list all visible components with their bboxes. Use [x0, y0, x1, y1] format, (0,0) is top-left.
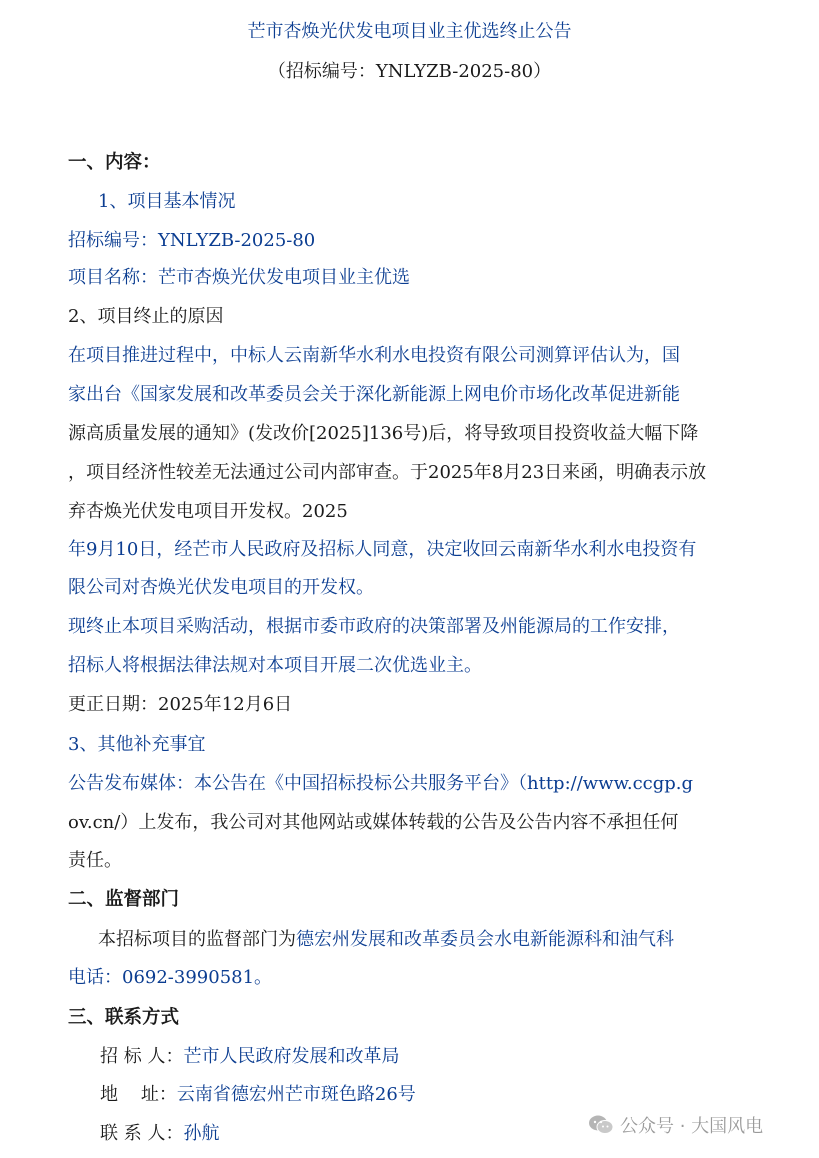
section2-heading: 二、监督部门: [68, 889, 180, 910]
reason-line: 招标人将根据法律法规对本项目开展二次优选业主。: [68, 655, 482, 676]
address-value: 云南省德宏州芒市斑色路26号: [176, 1084, 416, 1105]
reason-line: 弃杏焕光伏发电项目开发权。2025: [68, 501, 348, 522]
item1-heading: 1、项目基本情况: [98, 191, 236, 212]
supervision-phone: 电话：0692-3990581。: [68, 967, 273, 988]
section1-heading: 一、内容：: [68, 152, 161, 173]
reason-line: 年9月10日，经芒市人民政府及招标人同意，决定收回云南新华水利水电投资有: [68, 539, 697, 560]
tenderer-label: 招 标 人：: [100, 1046, 184, 1067]
supervision-dept: 德宏州发展和改革委员会水电新能源科和油气科: [296, 929, 674, 950]
section3-heading: 三、联系方式: [68, 1007, 180, 1028]
contact-row: [100, 1122, 219, 1146]
address-row: [100, 1083, 416, 1107]
reason-line: 家出台《国家发展和改革委员会关于深化新能源上网电价市场化改革促进新能: [68, 384, 680, 405]
contact-label: 联 系 人：: [100, 1123, 184, 1144]
media-line: 公告发布媒体：本公告在《中国招标投标公共服务平台》（http://www.ccgp.g: [68, 773, 694, 794]
notice-title: 芒市杏焕光伏发电项目业主优选终止公告: [247, 21, 572, 42]
media-line: ov.cn/）上发布，我公司对其他网站或媒体转载的公告及公告内容不承担任何: [68, 812, 679, 833]
item3-heading: 3、其他补充事宜: [68, 734, 206, 755]
project-name: 项目名称：芒市杏焕光伏发电项目业主优选: [68, 267, 410, 288]
reason-line: ，项目经济性较差无法通过公司内部审查。于2025年8月23日来函，明确表示放: [68, 462, 707, 483]
watermark: [588, 1111, 763, 1139]
tenderer-value: 芒市人民政府发展和改革局: [183, 1046, 400, 1067]
reason-line: 现终止本项目采购活动，根据市委市政府的决策部署及州能源局的工作安排，: [68, 616, 680, 637]
item2-heading: 2、项目终止的原因: [68, 306, 224, 327]
reason-line: 源高质量发展的通知》(发改价[2025]136号)后，将导致项目投资收益大幅下降: [68, 423, 699, 444]
tenderer-row: [100, 1045, 399, 1069]
notice-subtitle: （招标编号：YNLYZB-2025-80）: [267, 61, 552, 82]
tender-number: 招标编号：YNLYZB-2025-80: [68, 230, 316, 251]
watermark-text: 公众号 · 大国风电: [620, 1116, 764, 1137]
media-line: 责任。: [68, 850, 122, 871]
contact-value: 孙航: [183, 1123, 220, 1144]
reason-line: 在项目推进过程中，中标人云南新华水利水电投资有限公司测算评估认为，国: [68, 345, 680, 366]
correction-date: 更正日期：2025年12月6日: [68, 694, 293, 715]
wechat-icon: [588, 1114, 614, 1136]
address-label: 地 址：: [100, 1084, 177, 1105]
reason-line: 限公司对杏焕光伏发电项目的开发权。: [68, 577, 374, 598]
supervision-prefix: 本招标项目的监督部门为: [98, 929, 296, 950]
supervision-line: [98, 928, 674, 952]
